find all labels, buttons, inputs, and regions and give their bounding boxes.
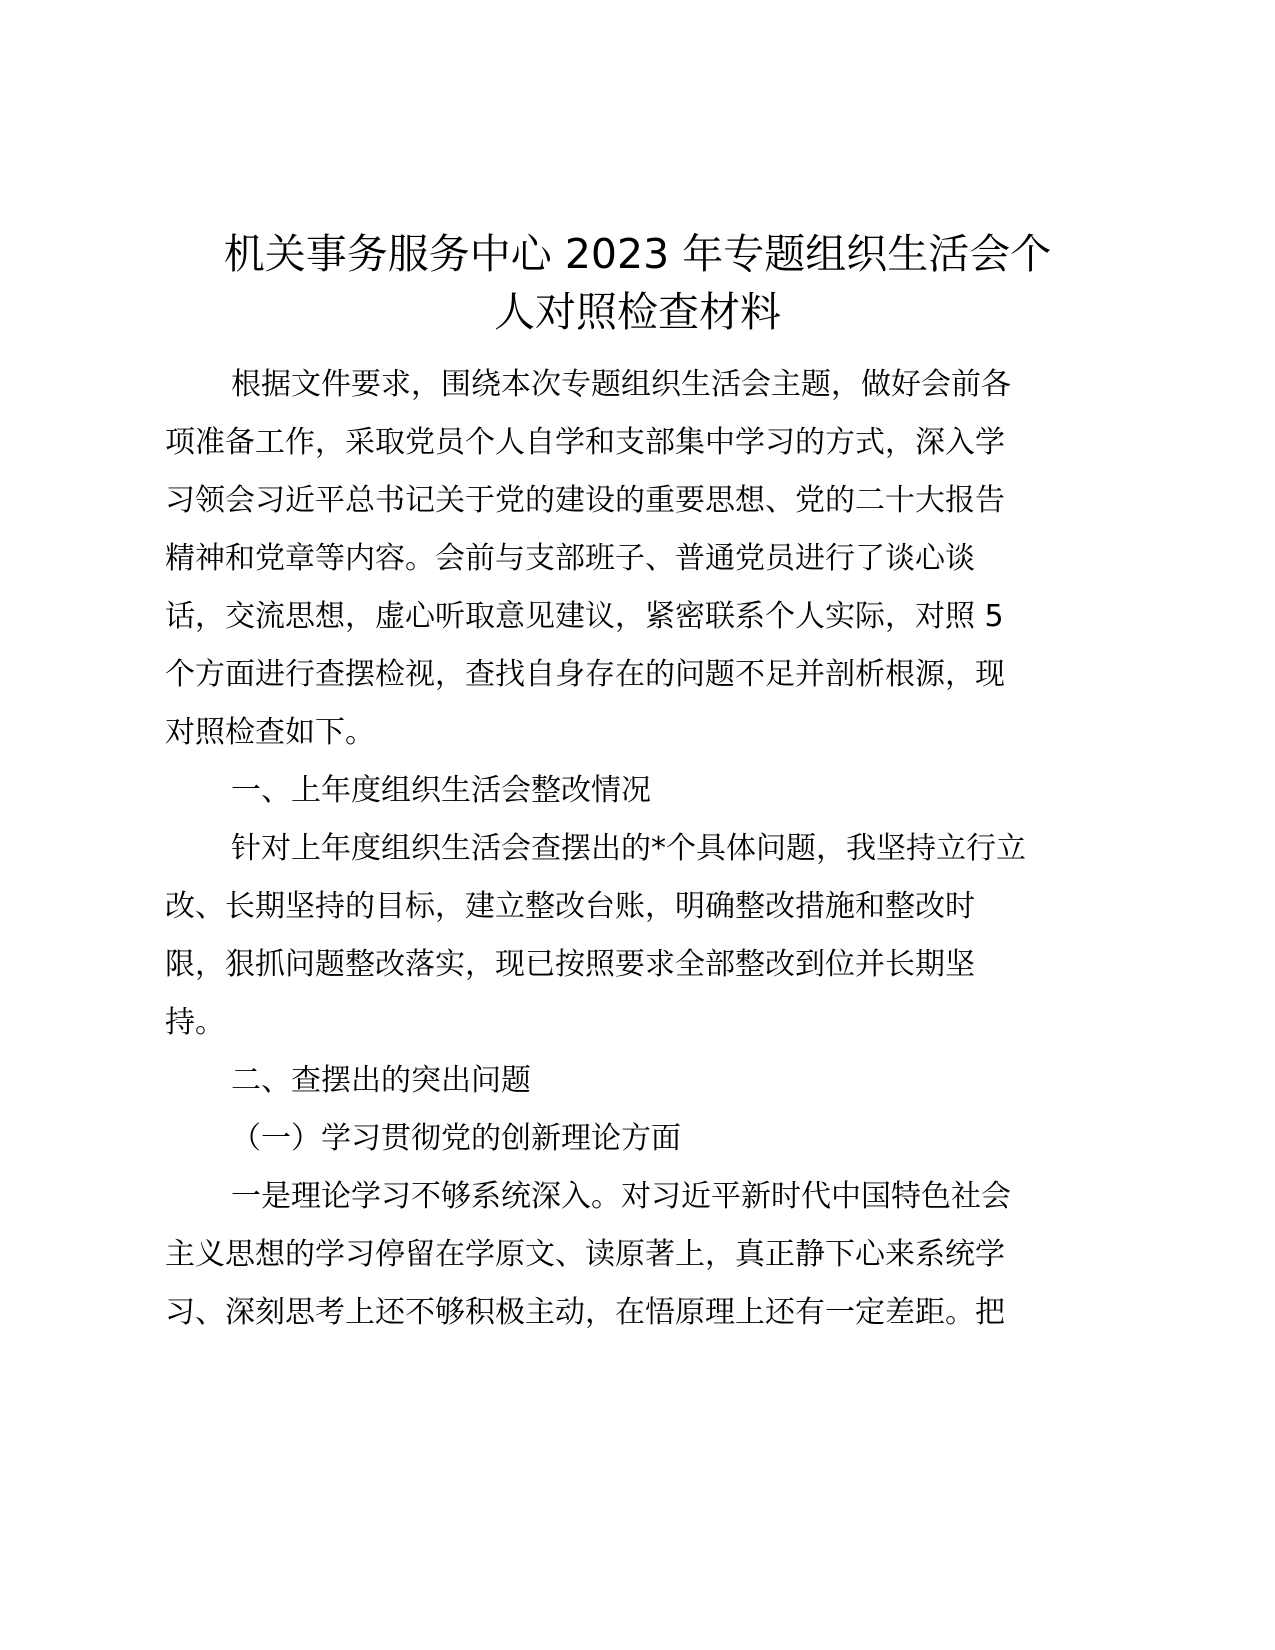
document-body [165,356,1110,1342]
body-line: 个方面进行查摆检视，查找自身存在的问题不足并剖析根源，现 [165,657,1005,692]
body-line: 一是理论学习不够系统深入。对习近平新时代中国特色社会 [231,1179,1011,1214]
body-line: 对照检查如下。 [165,715,375,750]
body-line: 主义思想的学习停留在学原文、读原著上，真正静下心来系统学 [165,1237,1005,1272]
section-heading: 一、上年度组织生活会整改情况 [231,773,651,808]
body-line: 针对上年度组织生活会查摆出的*个具体问题，我坚持立行立 [231,831,1026,866]
subsection-heading: （一）学习贯彻党的创新理论方面 [231,1121,681,1156]
body-line: 限，狠抓问题整改落实，现已按照要求全部整改到位并长期坚 [165,947,975,982]
body-line: 改、长期坚持的目标，建立整改台账，明确整改措施和整改时 [165,889,975,924]
body-line: 习、深刻思考上还不够积极主动，在悟原理上还有一定差距。把 [165,1295,1005,1330]
body-line: 话，交流思想，虚心听取意见建议，紧密联系个人实际，对照 5 [165,599,1004,634]
body-line: 根据文件要求，围绕本次专题组织生活会主题，做好会前各 [231,367,1011,402]
title-line-1: 机关事务服务中心 2023 年专题组织生活会个 [223,230,1052,278]
section-heading: 二、查摆出的突出问题 [231,1063,531,1098]
document-title [150,225,1125,341]
title-line-2: 人对照检查材料 [494,288,781,336]
body-line: 项准备工作，采取党员个人自学和支部集中学习的方式，深入学 [165,425,1005,460]
body-line: 持。 [165,1005,225,1040]
body-line: 习领会习近平总书记关于党的建设的重要思想、党的二十大报告 [165,483,1005,518]
body-line: 精神和党章等内容。会前与支部班子、普通党员进行了谈心谈 [165,541,975,576]
